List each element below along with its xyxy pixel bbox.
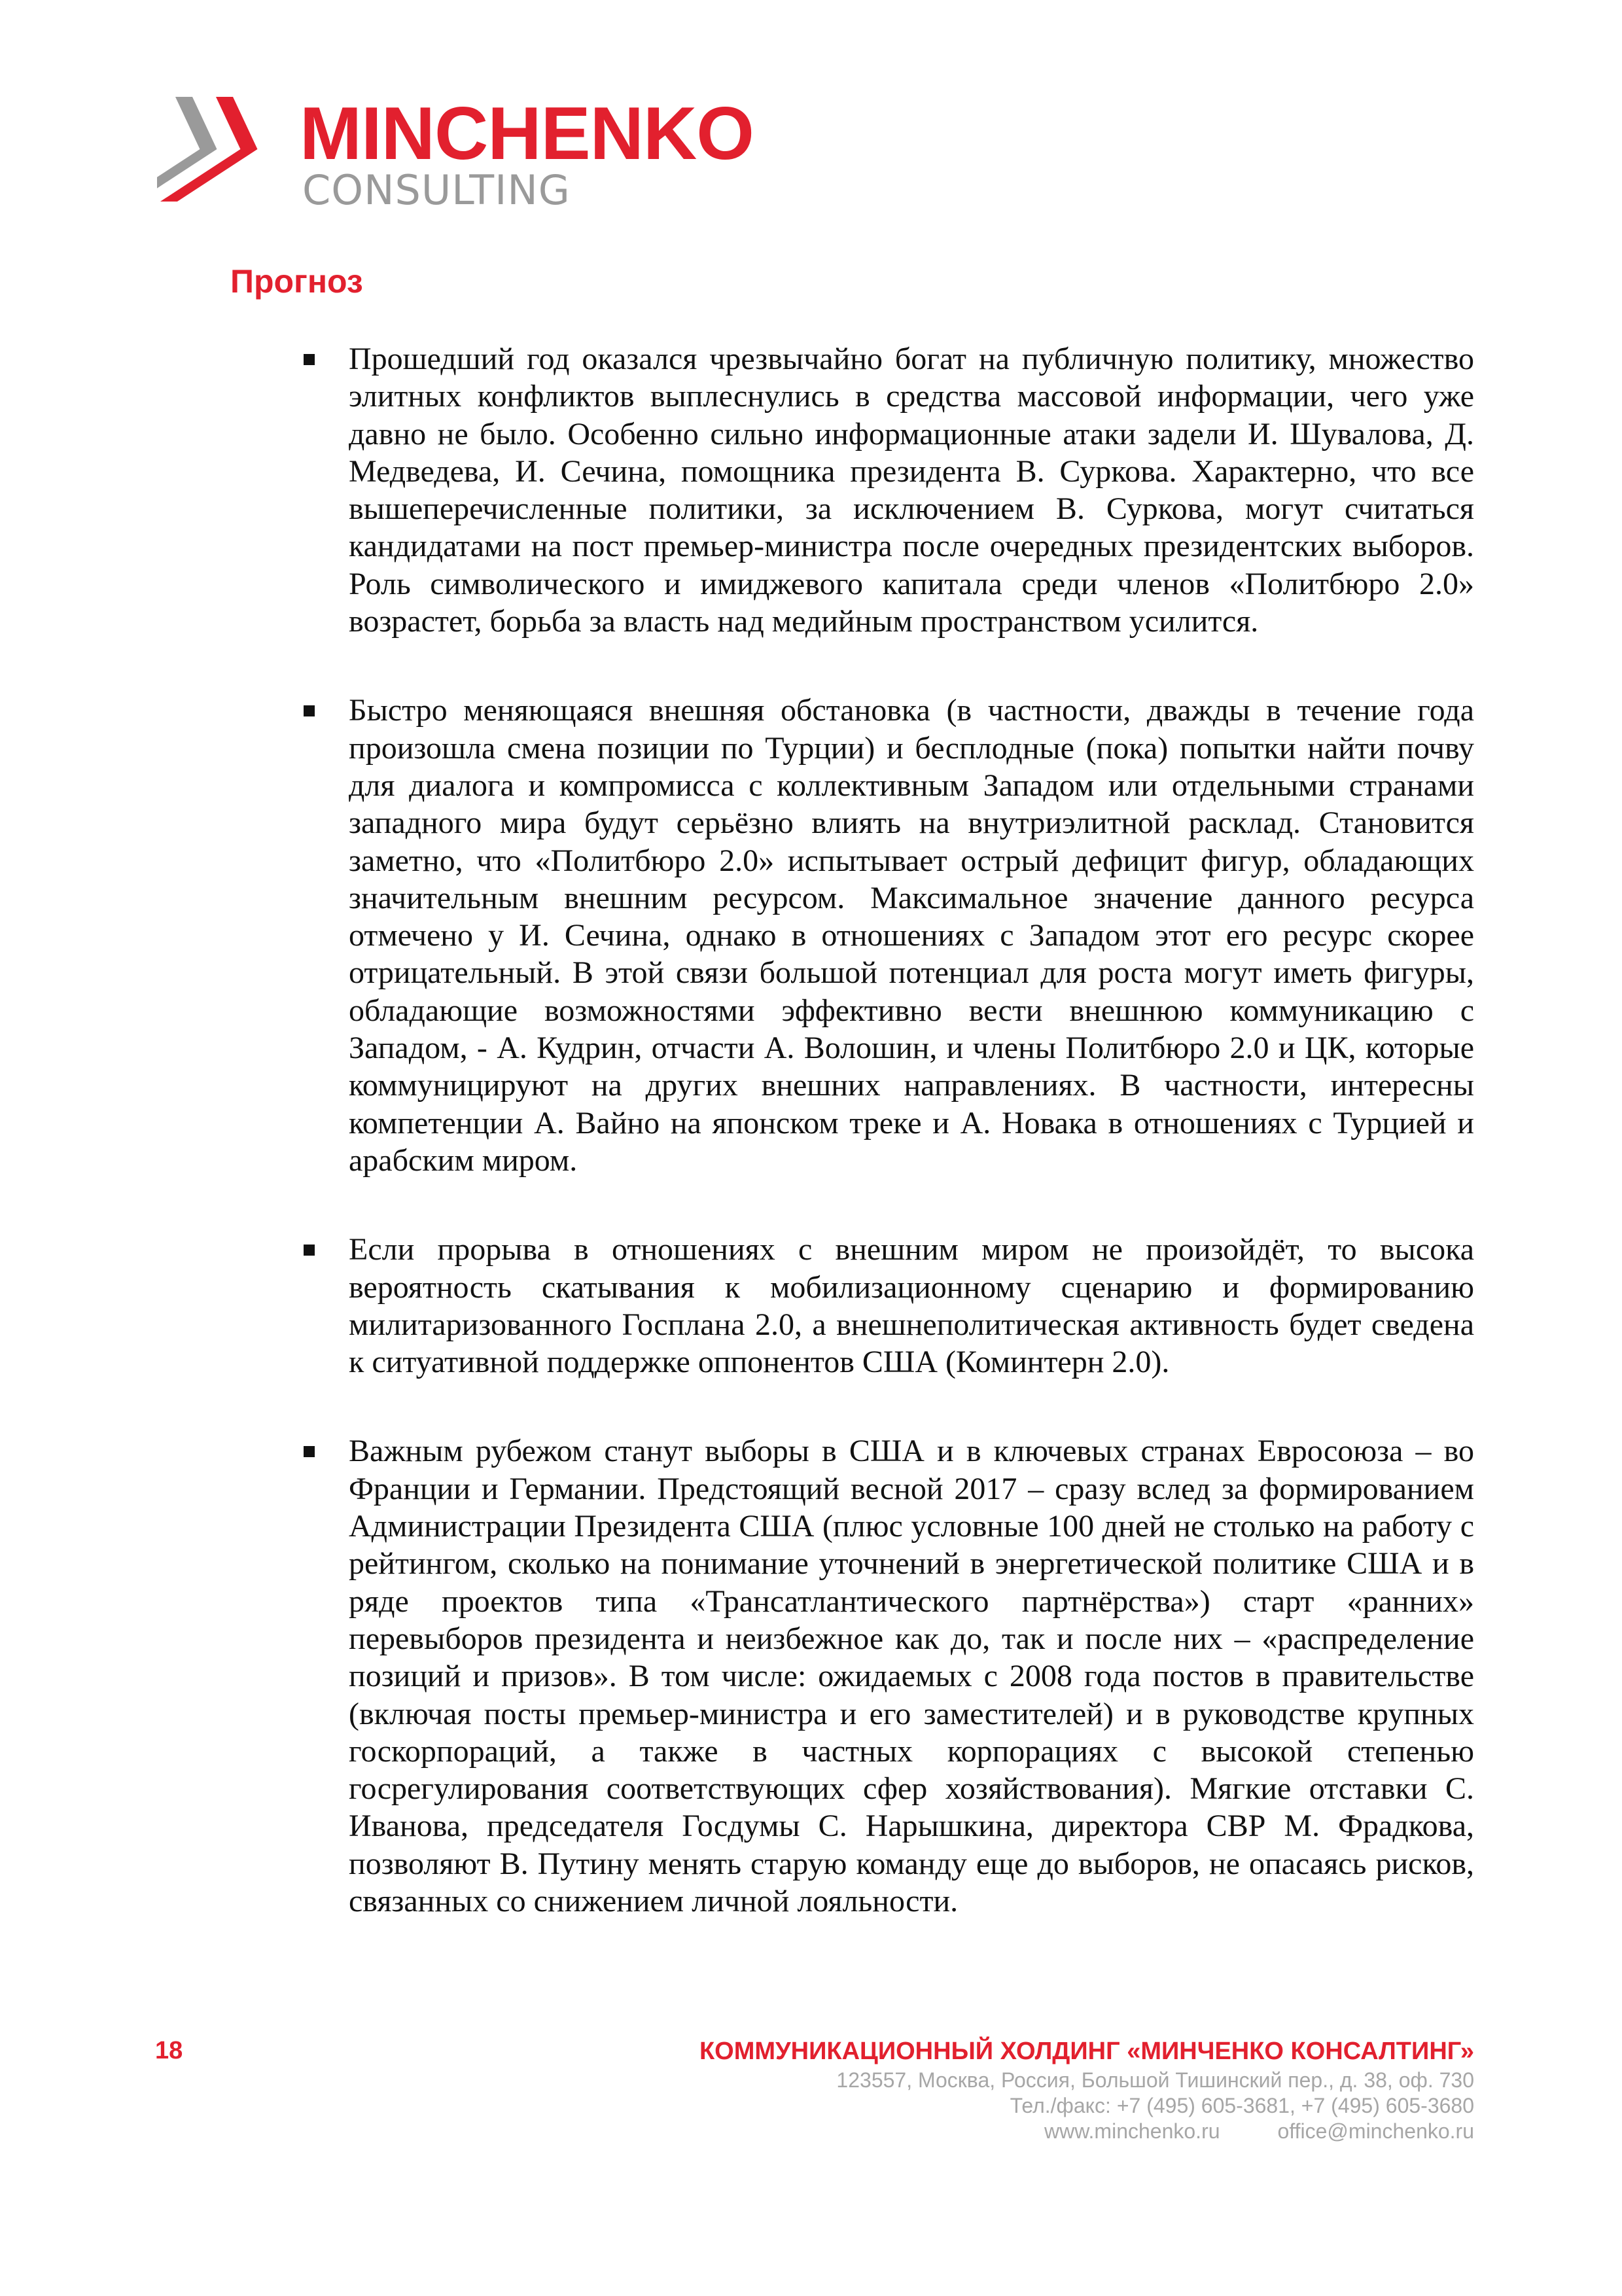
list-item <box>0 340 1622 640</box>
page-footer <box>493 2036 1474 2144</box>
square-bullet-icon <box>304 705 315 716</box>
square-bullet-icon <box>304 1446 315 1457</box>
logo-chevron-icon <box>157 97 288 203</box>
page-number: 18 <box>155 2037 183 2064</box>
list-item-text: Если прорыва в отношениях с внешним миром не произойдёт, то высока вероятность скатывания к мобилизационному сценарию и формированию милитаризованного Госплана 2.0, а внешнеполитическая активность будет сведена к ситуативной поддержке оппонентов США (Коминтерн 2.0). <box>349 1232 1474 1380</box>
footer-address: 123557, Москва, Россия, Большой Тишинский пер., д. 38, оф. 730 <box>836 2068 1474 2092</box>
square-bullet-icon <box>304 354 315 365</box>
logo-name: MINCHENKO <box>300 92 754 175</box>
footer-website-link[interactable]: www.minchenko.ru <box>1044 2119 1220 2143</box>
company-logo <box>157 92 754 215</box>
list-item <box>0 692 1622 1179</box>
list-item <box>0 1231 1622 1381</box>
footer-company-name: КОММУНИКАЦИОННЫЙ ХОЛДИНГ «МИНЧЕНКО КОНСАЛТИНГ» <box>699 2038 1474 2065</box>
list-item-text: Быстро меняющаяся внешняя обстановка (в частности, дважды в течение года произошла смена позиции по Турции) и бесплодные (пока) попытки найти почву для диалога и компромисса с коллективным Западом или отдельными странами западного мира будут серьёзно влиять на внутриэлитной расклад. Становится заметно, что «Политбюро 2.0» испытывает острый дефицит фигур, обладающих значительным внешним ресурсом. Максимальное значение данного ресурса отмечено у И. Сечина, однако в отношениях с Западом этот его ресурс скорее отрицательный. В этой связи большой потенциал для роста могут иметь фигуры, обладающие возможностями эффективно вести внешнюю коммуникацию с Западом, - А. Кудрин, отчасти А. Волошин, и члены Политбюро 2.0 и ЦК, которые коммуницируют на других внешних направлениях. В частности, интересны компетенции А. Вайно на японском треке и А. Новака в отношениях с Турцией и арабским миром. <box>349 693 1474 1178</box>
list-item-text: Важным рубежом станут выборы в США и в ключевых странах Евросоюза – во Франции и Германии. Предстоящий весной 2017 – сразу вслед за формированием Администрации Президента США (плюс условные 100 дней не столько на работу с рейтингом, сколько на понимание уточнений в энергетической политике США и в ряде проектов типа «Трансатлантического партнёрства») старт «ранних» перевыборов президента и неизбежное как до, так и после них – «распределение позиций и призов». В том числе: ожидаемых с 2008 года постов в правительстве (включая посты премьер-министра и его заместителей) и в руководстве крупных госкорпораций, а также в частных корпорациях с высокой степенью госрегулирования соответствующих сфер хозяйствования). Мягкие отставки С. Иванова, председателя Госдумы С. Нарышкина, директора СВР М. Фрадкова, позволяют В. Путину менять старую команду еще до выборов, не опасаясь рисков, связанных со снижением личной лояльности. <box>349 1434 1474 1918</box>
footer-contacts <box>493 2119 1474 2144</box>
list-item <box>0 1432 1622 1920</box>
square-bullet-icon <box>304 1245 315 1256</box>
list-item-text: Прошедший год оказался чрезвычайно богат на публичную политику, множество элитных конфликтов выплеснулись в средства массовой информации, чего уже давно не было. Особенно сильно информационные атаки задели И. Шувалова, Д. Медведева, И. Сечина, помощника президента В. Суркова. Характерно, что все вышеперечисленные политики, за исключением В. Суркова, могут считаться кандидатами на пост премьер-министра после очередных президентских выборов. Роль символического и имиджевого капитала среди членов «Политбюро 2.0» возрастет, борьба за власть над медийным пространством усилится. <box>349 342 1474 639</box>
forecast-list <box>0 340 1622 1971</box>
footer-email-link[interactable]: office@minchenko.ru <box>1277 2119 1474 2143</box>
section-title: Прогноз <box>230 263 363 300</box>
logo-subtitle: CONSULTING <box>302 166 571 214</box>
footer-phone: Тел./факс: +7 (495) 605-3681, +7 (495) 605-3680 <box>1010 2093 1474 2117</box>
